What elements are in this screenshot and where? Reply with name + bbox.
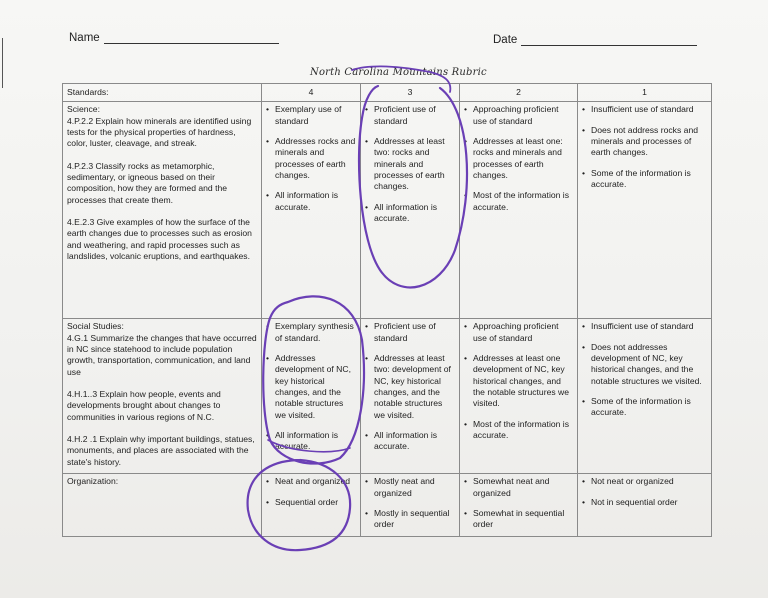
criterion-bullet: • Addresses rocks and minerals and processes of earth changes. xyxy=(266,136,356,181)
standard-text: 4.H.1..3 Explain how people, events and developments brought about changes to communities in various regions of N.C. xyxy=(67,389,221,422)
criterion-bullet: • Addresses development of NC, key historical changes, and the notable structures we visited. xyxy=(266,353,356,421)
criterion-bullet: • Most of the information is accurate. xyxy=(464,190,573,213)
criterion-bullet: • Proficient use of standard xyxy=(365,104,455,127)
col-header-1: 1 xyxy=(578,84,712,102)
criterion-bullet: • Proficient use of standard xyxy=(365,321,455,344)
standard-text: Organization: xyxy=(67,476,119,487)
standards-cell-organization xyxy=(63,474,262,537)
standard-text: 4.H.2 .1 Explain why important buildings, statues, monuments, and places are associated with the state's history. xyxy=(67,434,255,467)
criterion-bullet: • Exemplary use of standard xyxy=(266,104,356,127)
standard-text: Social Studies: 4.G.1 Summarize the changes that have occurred in NC since statehood to include population growth, transportation, communication, and land use xyxy=(67,321,257,377)
score-cell-2-science xyxy=(460,102,578,319)
criterion-bullet: • Somewhat in sequential order xyxy=(464,508,573,531)
score-cell-4-organization xyxy=(262,474,361,537)
criterion-bullet: • Addresses at least two: development of NC, key historical changes, and the notable structures we visited. xyxy=(365,353,455,421)
criterion-bullet: • Not neat or organized xyxy=(582,476,707,487)
criterion-bullet: • Addresses at least one: rocks and minerals and processes of earth changes. xyxy=(464,136,573,181)
table-row xyxy=(63,319,712,474)
criterion-bullet: • Some of the information is accurate. xyxy=(582,168,707,191)
col-header-3: 3 xyxy=(361,84,460,102)
standards-cell-science xyxy=(63,102,262,319)
standard-text: Science: 4.P.2.2 Explain how minerals are identified using tests for the physical properties of hardness, color, luster, cleavage, and streak. xyxy=(67,104,252,149)
header-row xyxy=(63,84,712,102)
standard-text: 4.E.2.3 Give examples of how the surface of the earth changes due to processes such as erosion and weathering, and rapid processes such as landslides, volcanic eruptions, and earthquakes. xyxy=(67,217,252,262)
criterion-bullet: • Does not addresses development of NC, key historical changes, and the notable structures we visited. xyxy=(582,342,707,387)
score-cell-4-science xyxy=(262,102,361,319)
date-label: Date xyxy=(493,34,518,46)
criterion-bullet: • Approaching proficient use of standard xyxy=(464,321,573,344)
score-cell-3-social-studies xyxy=(361,319,460,474)
criterion-bullet: • Not in sequential order xyxy=(582,497,707,508)
criterion-bullet: • Exemplary synthesis of standard. xyxy=(266,321,356,344)
score-cell-3-science xyxy=(361,102,460,319)
score-cell-1-organization xyxy=(578,474,712,537)
score-cell-1-science xyxy=(578,102,712,319)
criterion-bullet: • Approaching proficient use of standard xyxy=(464,104,573,127)
score-cell-1-social-studies xyxy=(578,319,712,474)
criterion-bullet: • Most of the information is accurate. xyxy=(464,419,573,442)
score-cell-2-social-studies xyxy=(460,319,578,474)
name-blank-line xyxy=(104,33,279,44)
rubric-table xyxy=(62,83,712,537)
score-cell-4-social-studies xyxy=(262,319,361,474)
criterion-bullet: • Insufficient use of standard xyxy=(582,321,707,332)
criterion-bullet: • Mostly in sequential order xyxy=(365,508,455,531)
criterion-bullet: • All information is accurate. xyxy=(266,430,356,453)
criterion-bullet: • Insufficient use of standard xyxy=(582,104,707,115)
table-row xyxy=(63,102,712,319)
col-header-standards: Standards: xyxy=(63,84,262,102)
col-header-2: 2 xyxy=(460,84,578,102)
col-header-4: 4 xyxy=(262,84,361,102)
standard-text: 4.P.2.3 Classify rocks as metamorphic, sedimentary, or igneous based on their composition, how they are formed and the processes that create them. xyxy=(67,160,228,205)
criterion-bullet: • Addresses at least two: rocks and minerals and processes of earth changes. xyxy=(365,136,455,193)
score-cell-2-organization xyxy=(460,474,578,537)
date-blank-line xyxy=(521,35,697,46)
criterion-bullet: • Does not address rocks and minerals and processes of earth changes. xyxy=(582,125,707,159)
rubric-title: North Carolina Mountains Rubric xyxy=(310,67,487,78)
criterion-bullet: • Sequential order xyxy=(266,497,356,508)
criterion-bullet: • Somewhat neat and organized xyxy=(464,476,573,499)
table-row xyxy=(63,474,712,537)
page-edge-mark xyxy=(2,38,3,88)
criterion-bullet: • All information is accurate. xyxy=(365,202,455,225)
criterion-bullet: • Addresses at least one development of NC, key historical changes, and the notable structures we visited. xyxy=(464,353,573,410)
criterion-bullet: • All information is accurate. xyxy=(365,430,455,453)
name-field xyxy=(69,32,279,44)
date-field xyxy=(493,34,697,46)
name-label: Name xyxy=(69,32,100,44)
standards-cell-social-studies xyxy=(63,319,262,474)
score-cell-3-organization xyxy=(361,474,460,537)
criterion-bullet: • All information is accurate. xyxy=(266,190,356,213)
criterion-bullet: • Neat and organized xyxy=(266,476,356,487)
criterion-bullet: • Mostly neat and organized xyxy=(365,476,455,499)
criterion-bullet: • Some of the information is accurate. xyxy=(582,396,707,419)
